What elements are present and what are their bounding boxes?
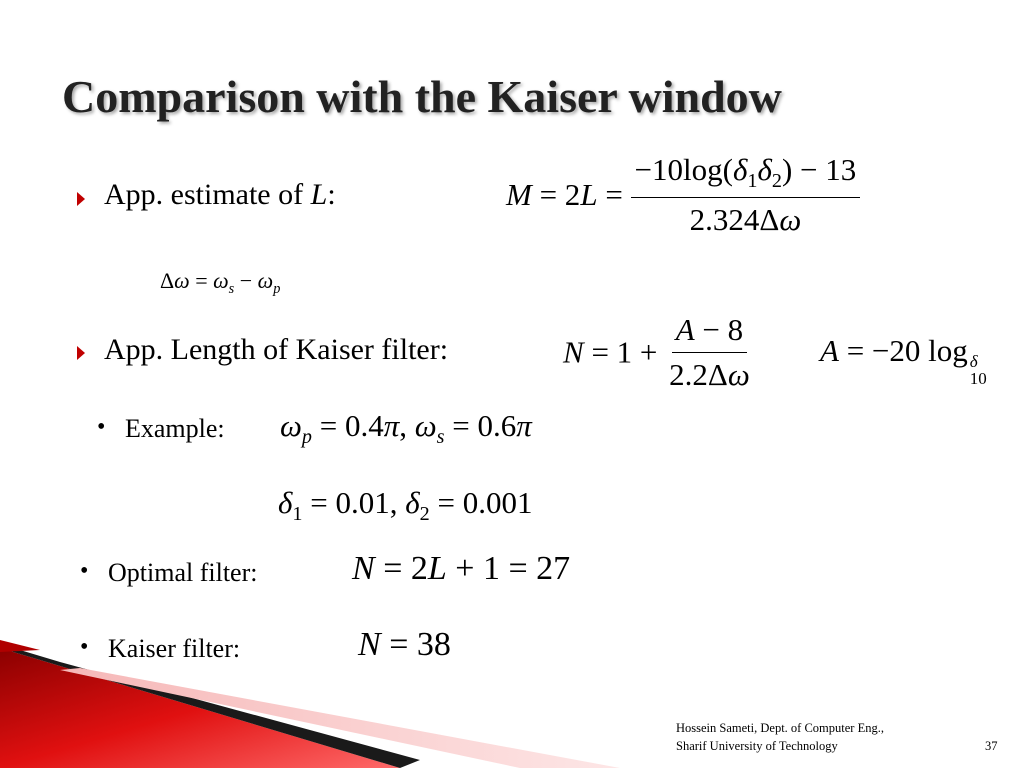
bullet-label-suffix: : xyxy=(327,178,336,211)
optimal-N-formula: N = 2L + 1 = 27 xyxy=(352,550,571,587)
optimal-filter-label: Optimal filter: xyxy=(108,558,258,587)
bullet-arrow-icon xyxy=(77,346,85,360)
M-formula-fraction xyxy=(631,152,861,238)
bullet-estimate-L xyxy=(104,178,336,212)
N-formula-numerator: A − 8 xyxy=(672,312,747,353)
M-formula-numerator: $-10\log(\delta_1\delta_2) - 13$ xyxy=(631,152,861,198)
example-delta-formula: $\delta_1 = 0.01$, $\delta_2 = 0.001$ xyxy=(278,485,533,526)
bullet-arrow-icon xyxy=(77,192,85,206)
footer-author xyxy=(676,719,884,755)
M-formula xyxy=(506,152,860,238)
footer-author-line1: Hossein Sameti, Dept. of Computer Eng., xyxy=(676,721,884,735)
page-number: 37 xyxy=(985,739,998,753)
N-formula-denominator: 2.2Δω xyxy=(669,357,750,392)
bullet-label-prefix: App. estimate of xyxy=(104,178,311,211)
bullet-kaiser-length: App. Length of Kaiser filter: xyxy=(104,333,449,366)
bullet-dot: • xyxy=(80,558,89,584)
N-formula-lhs: N = 1 + xyxy=(563,334,666,370)
A-formula: A = −20 log δ 10 xyxy=(820,333,987,388)
M-formula-denominator: 2.324Δω xyxy=(689,202,802,238)
M-formula-lhs: M = 2L = xyxy=(506,177,631,213)
bullet-dot: • xyxy=(80,634,89,660)
delta-omega-formula: $\Delta\omega = \omega_s - \omega_p$ xyxy=(160,268,281,297)
A-formula-sup: δ xyxy=(969,352,978,371)
A-formula-sub: 10 xyxy=(969,369,987,388)
footer-author-line2: Sharif University of Technology xyxy=(676,739,838,753)
slide-title: Comparison with the Kaiser window xyxy=(62,71,782,122)
decorative-corner-stripes xyxy=(0,640,620,768)
example-label: Example: xyxy=(125,414,225,443)
kaiser-N-formula: N = 38 xyxy=(358,626,451,663)
example-omega-formula: $\omega_p = 0.4\pi$, $\omega_s = 0.6\pi$ xyxy=(280,408,532,449)
N-formula xyxy=(563,312,754,393)
N-formula-fraction xyxy=(665,312,754,393)
kaiser-filter-label: Kaiser filter: xyxy=(108,634,241,663)
bullet-label-var: L xyxy=(310,178,328,211)
bullet-dot: • xyxy=(97,414,106,440)
